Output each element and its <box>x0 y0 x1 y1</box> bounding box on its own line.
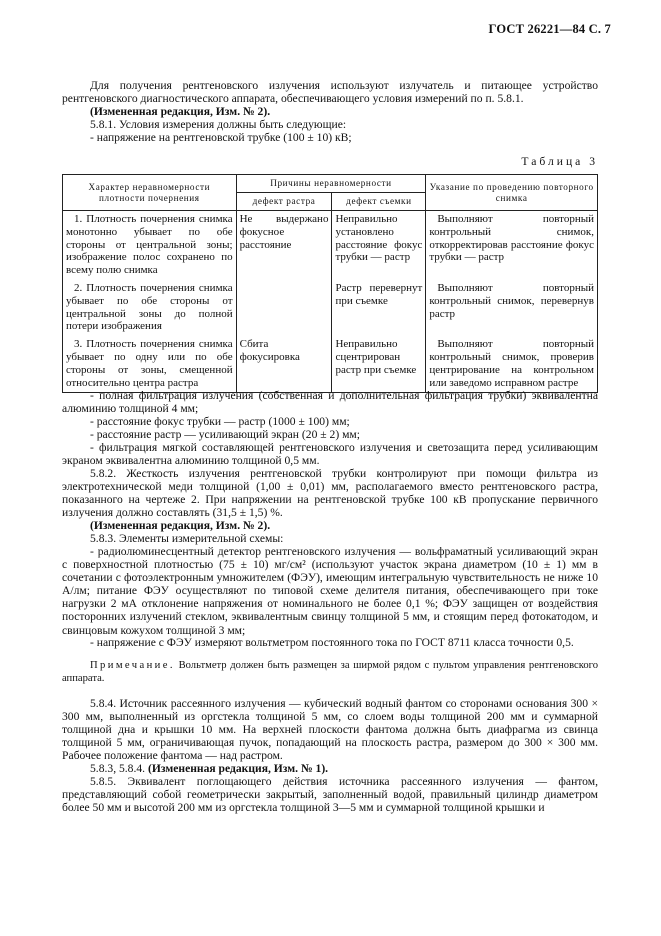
edit-note: (Измененная редакция, Изм. № 1). <box>147 762 329 775</box>
note-label: Примечание. <box>90 660 175 671</box>
note <box>62 659 598 685</box>
row-1-shot-defect: Неправильно установлено расстояние фокус трубки — растр <box>332 211 426 280</box>
clause-5-8-4: 5.8.4. Источник рассеянного излучения — кубический водный фантом со сторонами основания 300 × 300 мм, выполненный из оргстекла толщиной 5 мм, со слоем воды толщиной 200 мм и суммарной толщиной дна и крышки 10 мм. На верхней плоскости фантома должна быть диафрагма из свинца толщиной 5 мм, ограничивающая пучок, попадающий на плоскость растра, размером до 300 × 300 мм. Рабочее положение фантома — над растром. <box>62 697 598 763</box>
col-header-shot-defect: дефект съемки <box>332 193 426 211</box>
table-row <box>63 211 598 280</box>
edit-ref: 5.8.3, 5.8.4. <box>90 762 146 775</box>
row-3-grid-defect: Сбита фокусировка <box>236 336 332 393</box>
voltage-condition: - напряжение на рентгеновской трубке (100 ± 10) кВ; <box>90 131 352 144</box>
col-header-pattern: Характер неравномерности плотности почернения <box>63 175 237 211</box>
row-2-grid-defect <box>236 280 332 336</box>
intro-paragraph: Для получения рентгеновского излучения используют излучатель и питающее устройство рентгеновского диагностического аппарата, обеспечивающего условия измерений по п. 5.8.1. <box>62 79 598 106</box>
table-3 <box>62 174 598 393</box>
row-3-pattern: 3. Плотность почернения снимка убывает по одну или по обе стороны от зоны, смещенной относительно центра растра <box>63 336 237 393</box>
col-header-instruction: Указание по проведению повторного снимка <box>426 175 598 211</box>
row-3-instruction: Выполняют повторный контрольный снимок, проверив центрирование на контрольном или заведомо исправном растре <box>426 336 598 393</box>
focus-distance-item: - расстояние фокус трубки — растр (1000 ± 100) мм; <box>90 415 350 428</box>
row-1-grid-defect: Не выдержано фокусное расстояние <box>236 211 332 280</box>
clause-5-8-2-edit: (Измененная редакция, Изм. № 2). <box>90 519 271 532</box>
note-text: Вольтметр должен быть размещен за ширмой рядом с пультом управления рентгеновского аппарата. <box>62 660 598 685</box>
row-1-instruction: Выполняют повторный контрольный снимок, откорректировав расстояние фокус трубки — растр <box>426 211 598 280</box>
row-2-instruction: Выполняют повторный контрольный снимок, перевернув растр <box>426 280 598 336</box>
col-header-causes: Причины неравномерности <box>236 175 426 193</box>
clause-5-8-1: 5.8.1. Условия измерения должны быть следующие: <box>90 118 347 131</box>
row-2-shot-defect: Растр перевернут при съемке <box>332 280 426 336</box>
voltmeter-item: - напряжение с ФЭУ измеряют вольтметром постоянного тока по ГОСТ 8711 класса точности 0,5. <box>90 636 574 649</box>
table-caption: Таблица 3 <box>521 155 598 168</box>
clause-5-8-2: 5.8.2. Жесткость излучения рентгеновской трубки контролируют при помощи фильтра из электротехнической меди толщиной (1,00 ± 0,01) мм, располагаемого вместо рентгеновского растра, показанного на чертеже 2. При напряжении на рентгеновской трубке 100 кВ пропускание первичного излучения должно составлять (31,5 ± 1,5) %. <box>62 467 598 520</box>
soft-filtration-item: - фильтрация мягкой составляющей рентгеновского излучения и светозащита перед усиливающим экраном эквивалентна алюминию толщиной 0,5 мм. <box>62 441 598 468</box>
filtration-item: - полная фильтрация излучения (собственная и дополнительная фильтрация трубки) эквивалентна алюминию толщиной 4 мм; <box>62 389 598 416</box>
clause-5-8-3: 5.8.3. Элементы измерительной схемы: <box>90 532 284 545</box>
clause-5-8-4-edit-line <box>62 762 598 775</box>
detector-item: - радиолюминесцентный детектор рентгеновского излучения — вольфраматный усиливающий экран с поверхностной плотностью (75 ± 10) мг/см² (используют участок экрана диаметром (10 ± 1) мм в сочетании с фотоэлектронным умножителем (ФЭУ), имеющим интегральную чувствительность не ниже 10 А/лм; питание ФЭУ осуществляют по типовой схеме делителя питания, обеспечивающего при токе нагрузки 2 мА отклонение напряжения от номинального не более 0,1 %; ФЭУ защищен от воздействия посторонних излучений стеклом, эквивалентным свинцу толщиной 5 мм, и стоящим перед фотокатодом, и свинцовым кожухом толщиной 3 мм; <box>62 545 598 637</box>
row-2-pattern: 2. Плотность почернения снимка убывает по обе стороны от центральной зоны до полной потери изображения <box>63 280 237 336</box>
table-row <box>63 280 598 336</box>
col-header-grid-defect: дефект растра <box>236 193 332 211</box>
row-3-shot-defect: Неправильно сцентрирован растр при съемке <box>332 336 426 393</box>
row-1-pattern: 1. Плотность почернения снимка монотонно убывает по обе стороны от центральной зоны; изображение полос сохранено по всему полю снимка <box>63 211 237 280</box>
clause-5-8-5: 5.8.5. Эквивалент поглощающего действия источника рассеянного излучения — фантом, представляющий собой геометрически закрытый, заполненный водой, правильный цилиндр диаметром более 50 мм и высотой 200 мм из оргстекла толщиной 3—5 мм и суммарной толщиной крышки и <box>62 775 598 815</box>
grid-screen-distance-item: - расстояние растр — усиливающий экран (20 ± 2) мм; <box>90 428 360 441</box>
page-header: ГОСТ 26221—84 С. 7 <box>488 22 611 36</box>
table-row <box>63 336 598 393</box>
intro-edit-note: (Измененная редакция, Изм. № 2). <box>90 105 271 118</box>
